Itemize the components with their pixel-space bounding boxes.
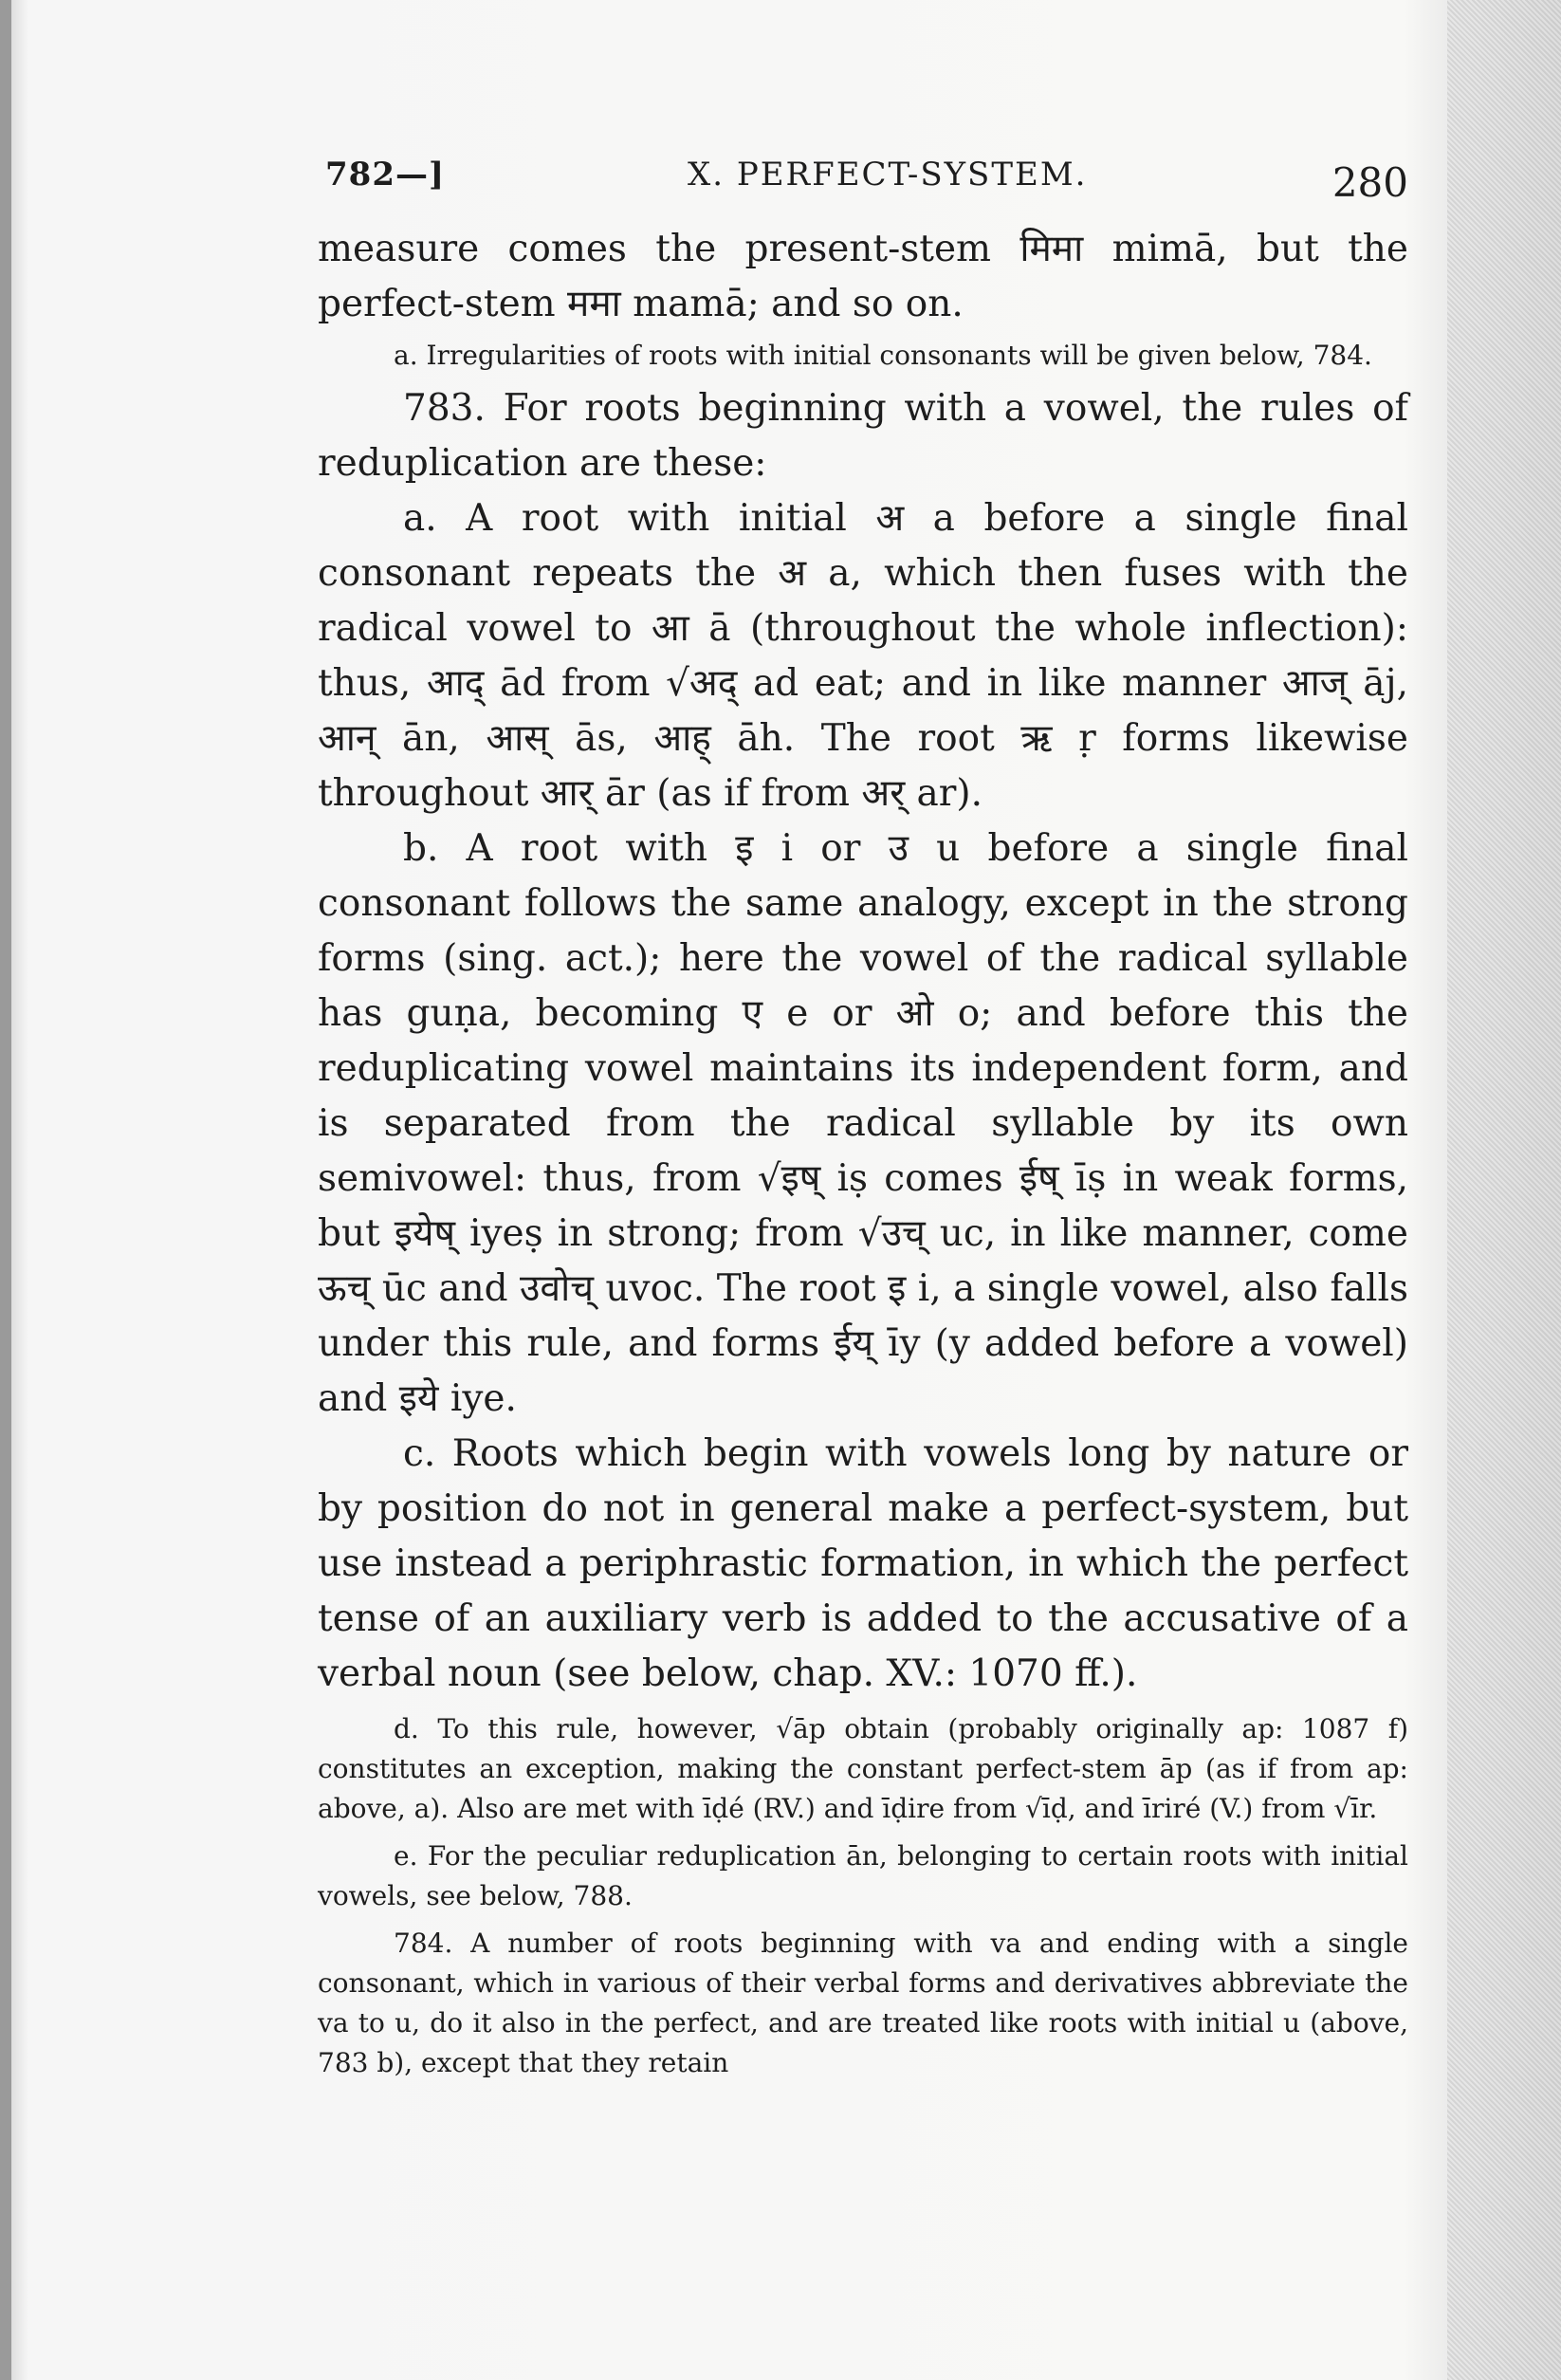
binding-edge	[0, 0, 11, 2380]
section-783-b: b. A root with इ i or उ u before a single final consonant follows the same analogy, except in the strong forms (sing. act.); here the vowel of the radical syllable has guṇa, becoming ए e or ओ o; and before this the reduplicating vowel maintains its independent form, and is separated from the radical syllable by its own semivowel: thus, from √इष् iṣ comes ईष् īṣ in weak forms, but इयेष् iyeṣ in strong; from √उच् uc, in like manner, come ऊच् ūc and उवोच् uvoc. The root इ i, a single vowel, also falls under this rule, and forms ईय् īy (y added before a vowel) and इये iye.	[318, 827, 1408, 1420]
running-head	[318, 142, 1408, 209]
section-783-e: e. For the peculiar reduplication ān, belonging to certain roots with initial vowels, see below, 788.	[318, 1840, 1408, 1911]
section-784: 784. A number of roots beginning with va and ending with a single consonant, which in various of their verbal forms and derivatives abbreviate the va to u, do it also in the perfect, and are treated like roots with initial u (above, 783 b), except that they retain	[318, 1928, 1408, 2078]
page-number: 280	[1331, 159, 1408, 206]
section-783-c: c. Roots which begin with vowels long by nature or by position do not in general make a perfect-system, but use instead a periphrastic formation, in which the perfect tense of an auxiliary verb is added to the accusative of a verbal noun (see below, chap. XV.: 1070 ff.).	[318, 1432, 1408, 1695]
section-783-d: d. To this rule, however, √āp obtain (probably originally ap: 1087 f) constitutes an exception, making the constant perfect-stem āp (as if from ap: above, a). Also are met with īḍé (RV.) and īḍire from √īḍ, and īriré (V.) from √īr.	[318, 1713, 1408, 1824]
paragraph-continuation: measure comes the present-stem मिमा mimā, but the perfect-stem ममा mamā; and so on.	[318, 228, 1408, 325]
note-irregularities: a. Irregularities of roots with initial consonants will be given below, 784.	[394, 340, 1372, 371]
section-783: 783. For roots beginning with a vowel, the rules of reduplication are these:	[318, 387, 1408, 485]
section-783-a: a. A root with initial अ a before a single final consonant repeats the अ a, which then fuses with the radical vowel to आ ā (throughout the whole inflection): thus, आद् ād from √अद् ad eat; and in like manner आज् āj, आन् ān, आस् ās, आह् āh. The root ऋ ṛ forms likewise throughout आर् ār (as if from अर् ar).	[318, 497, 1408, 815]
page-content	[318, 142, 1408, 2091]
page-edge-shadow	[1447, 0, 1561, 2380]
chapter-title: X. PERFECT-SYSTEM.	[688, 156, 1088, 194]
section-ref: 782—]	[325, 156, 446, 194]
